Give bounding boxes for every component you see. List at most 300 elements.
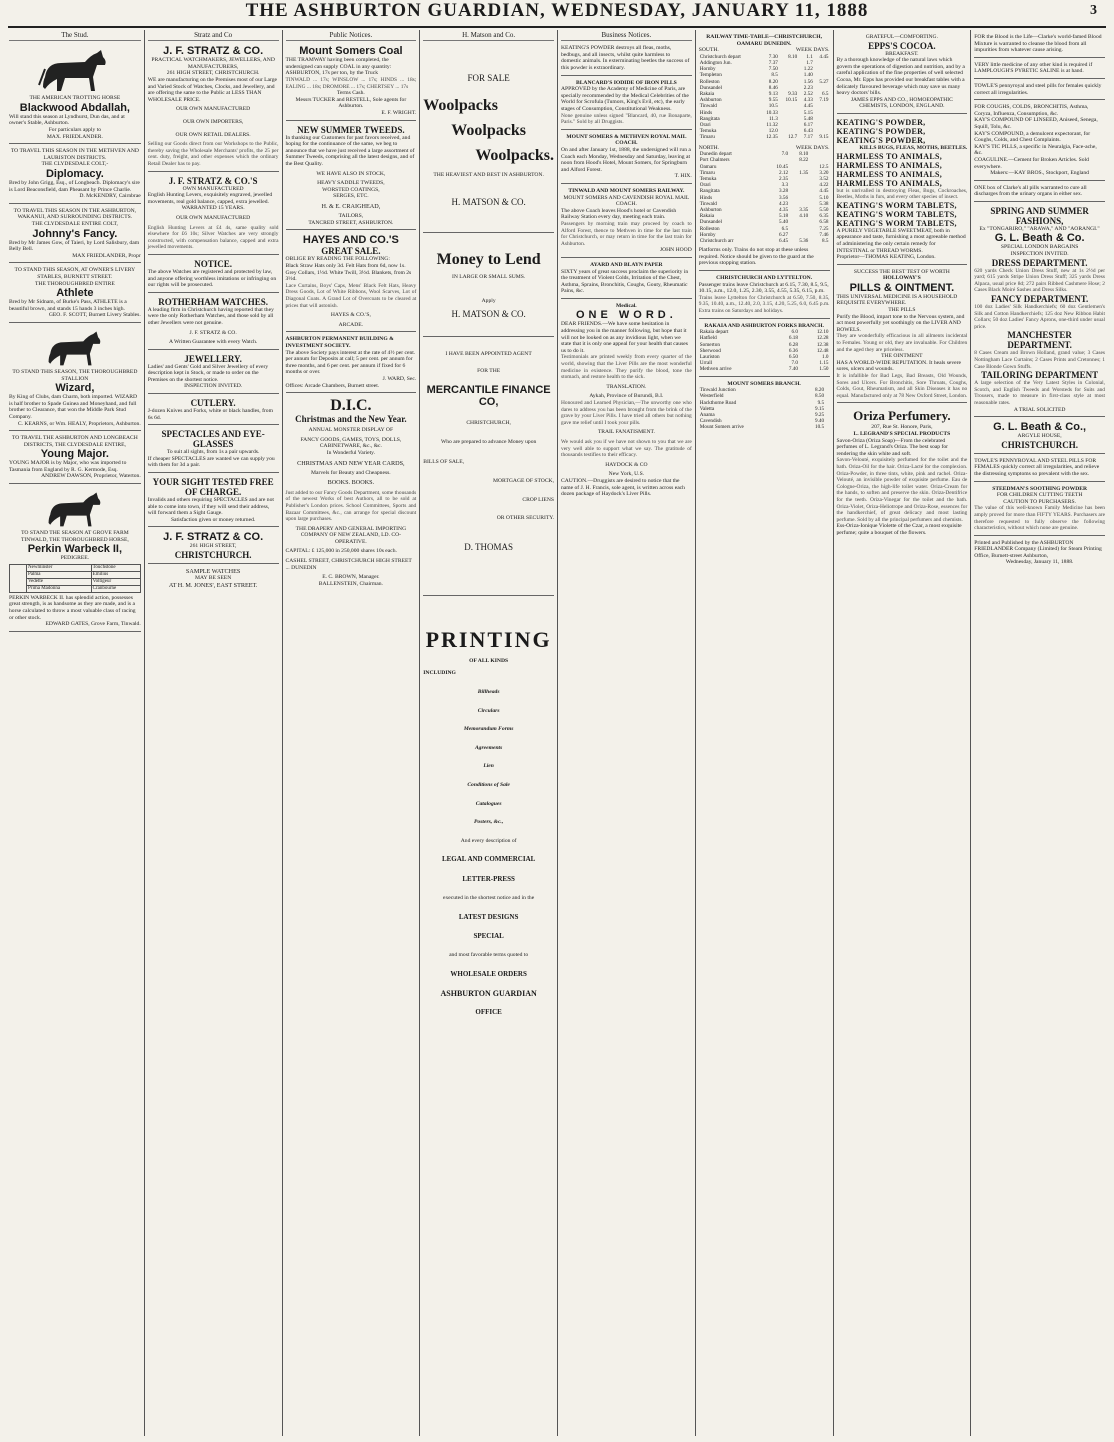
ad-title: Oriza Perfumery. bbox=[853, 408, 951, 424]
ad-body: Ladies' and Gents' Gold and Silver Jewellery of every description kept in Stock, or made to order on the Premises on the shortest notice. bbox=[147, 363, 269, 383]
ad-body: J-dozen Knives and Forks, white or black handles, from 6s 6d. bbox=[147, 408, 273, 421]
ad-body: HAS A WORLD-WIDE REPUTATION. It heals severe sores, ulcers and wounds. bbox=[836, 359, 962, 373]
ad-body: TOWLE'S PENNYROYAL AND STEEL PILLS FOR FEMALES quickly correct all irregularities, and relieve the distressing symptoms so prevalent with the sex. bbox=[974, 457, 1100, 477]
ad-line: OWN MANUFACTURED bbox=[182, 185, 244, 192]
ad-title: STEEDMAN'S SOOTHING POWDER bbox=[992, 485, 1088, 492]
filler-text: Honoured and Learned Physician,—The unworthy one who dares to address you has been brought from the brink of the grave by your Liver Pills. I have tried all others but nothing gave me relief until I took your pills. bbox=[561, 400, 692, 426]
ad-line: HARMLESS TO ANIMALS, bbox=[836, 160, 943, 170]
timetable-cell: 4.45 bbox=[819, 188, 829, 195]
timetable-row bbox=[699, 366, 830, 372]
timetable-cell: 6.5 bbox=[781, 225, 789, 232]
timetable-cell: 3.28 bbox=[778, 188, 789, 195]
ad-notice bbox=[148, 257, 279, 293]
ad-signature: JAMES EPPS AND CO., HOMOEOPATHIC CHEMISTS, LONDON, ENGLAND. bbox=[850, 96, 953, 110]
ad-line: Offices: Arcade Chambers, Burnett street. bbox=[285, 382, 380, 389]
columns bbox=[6, 30, 1108, 1436]
ad-line: WE HAVE ALSO IN STOCK, bbox=[316, 170, 386, 177]
ad-blayn-paper bbox=[561, 260, 692, 299]
ad-rotherham bbox=[148, 295, 279, 350]
timetable-cell: 6.18 bbox=[788, 335, 798, 342]
horse-name: Athlete bbox=[56, 287, 94, 300]
ad-body: THE TRAMWAY having been completed, the undersigned can supply COAL in any quantity: bbox=[285, 57, 392, 70]
ad-line: OUR OWN IMPORTERS, bbox=[182, 119, 244, 126]
timetable-cell: 5.15 bbox=[803, 109, 813, 116]
ad-body: DEAR FRIENDS.—We have some hesitation in addressing you in the manner following, but hope that it will not be looked on as any invidious light, when we state that it is only one appeal for your health that causes us to do it. bbox=[561, 321, 688, 354]
horse-icon bbox=[40, 490, 110, 528]
timetable-cell: Tinwald bbox=[699, 103, 717, 110]
ad-body: Ess-Oriza-Ionique Violette of the Czar, a most exquisite perfume; quite a bouquet of the flowers. bbox=[836, 523, 962, 536]
column-matson bbox=[419, 30, 557, 1436]
ad-line: FOR SALE bbox=[467, 73, 510, 84]
timetable-cell: 12.35 bbox=[766, 134, 778, 141]
timetable-cell: 12.10 bbox=[816, 329, 829, 336]
ad-line: BILLS OF SALE, bbox=[423, 459, 465, 466]
timetable-cell: 9.33 bbox=[788, 91, 798, 97]
column-heading: Public Notices. bbox=[286, 32, 417, 41]
timetable-cell: 6.27 bbox=[778, 231, 789, 238]
ad-line: INSPECTION INVITED. bbox=[184, 383, 243, 390]
ad-line: KEATING'S POWDER, bbox=[836, 126, 926, 136]
ad-body: On and after January 1st, 1888, the undersigned will run a Coach each Monday, Wednesday and Saturday, leaving at noon from Hood's Hotel, Mount Somers, for Springburn and Alford Forest. bbox=[561, 147, 691, 173]
timetable-cell: Christchurch arr bbox=[699, 238, 734, 245]
timetable-cell: 6.5 bbox=[822, 91, 829, 97]
imprint-date: Wednesday, January 11, 1888. bbox=[1005, 559, 1074, 566]
ad-sight-test bbox=[148, 475, 279, 527]
timetable-cell: Dunsandel bbox=[699, 84, 722, 91]
timetable-cell: 1.50 bbox=[819, 366, 829, 373]
masthead-rule bbox=[8, 26, 1106, 28]
ad-stratz-address bbox=[148, 529, 279, 564]
timetable-cell: 1.22 bbox=[803, 66, 813, 73]
ad-line: 261 HIGH STREET, CHRISTCHURCH. bbox=[166, 70, 260, 77]
ad-line: J. F. STRATZ & CO. bbox=[189, 329, 237, 336]
ad-signature: H. MATSON & CO. bbox=[451, 196, 526, 207]
ad-body: Savon-Oriza (Oriza Soap)—From the celebrated perfumes of L. Legrand's Oriza. The best soap for rendering the skin white and soft. bbox=[836, 437, 948, 457]
mount-somers-branch bbox=[699, 379, 830, 434]
timetable-cell: Anama bbox=[699, 412, 715, 419]
ad-signature: BALLENSTEIN, Chairman. bbox=[318, 580, 383, 587]
timetable-cell: 6.50 bbox=[788, 354, 798, 361]
timetable-cell: 11.32 bbox=[766, 122, 778, 129]
timetable-cell: Rolleston bbox=[699, 78, 720, 85]
ad-title: ASHBURTON PERMANENT BUILDING & INVESTMENT SOCIETY. bbox=[285, 336, 394, 349]
timetable-cell: 6.45 bbox=[778, 238, 789, 245]
ad-body: By King of Clubs, dam Charm, both imported. WIZARD is half brother to Spade Guinea and Moneyhand, and full brother to Clearance, that won the Middle Park Stud Company. bbox=[9, 394, 138, 420]
ad-line: LETTER-PRESS bbox=[462, 874, 515, 883]
ad-body: If cheaper SPECTACLES are wanted we can supply you with them for 3d a pair. bbox=[147, 455, 275, 469]
ad-line: THIS UNIVERSAL MEDICINE IS A HOUSEHOLD REQUISITE EVERYWHERE. bbox=[836, 293, 958, 307]
ad-blancard bbox=[561, 78, 692, 130]
ad-body: Bred by John Grigg, Esq., of Longbeach. Diplomacy's sire is Lord Beaconsfield, dam Pheasant by Prince Charlie. bbox=[9, 180, 140, 193]
filler-text: It is infallible for Bad Legs, Bad Breasts, Old Wounds, Sores and Ulcers. For Bronchitis, Sore Throats, Coughs, Colds, Gout, Rheumatism, and all Skin Diseases it has no equal. Manufactured only at 78 New Oxford Street, London. bbox=[836, 373, 968, 399]
column-stratz bbox=[144, 30, 282, 1436]
ad-line: FOR THE bbox=[477, 367, 501, 374]
filler-text: We would ask you if we have not shown to you that we are very well able to support what we say. The gratitude of thousands testifies to their efficacy. bbox=[561, 438, 692, 459]
timetable-rakaia bbox=[699, 329, 830, 372]
timetable-cell: 8.20 bbox=[768, 78, 778, 85]
ad-young-major bbox=[9, 433, 141, 484]
ad-line: ANNUAL MONSTER DISPLAY OF bbox=[308, 427, 394, 434]
ad-oriza bbox=[837, 405, 968, 539]
ad-blackwood-abdallah bbox=[9, 43, 141, 144]
filler-text: They are wonderfully efficacious in all ailments incidental to Females. Young or old, they are invaluable. For Children and the aged they are priceless. bbox=[836, 333, 968, 353]
ad-line: MORTGAGE OF STOCK, bbox=[493, 478, 554, 485]
horse-name: Diplomacy. bbox=[45, 168, 104, 181]
ad-body: A leading firm in Christchurch having reported that they were the only Rotherham Watches, and those sold by all other Jewellers were not genuine. bbox=[147, 306, 274, 326]
ad-beath-fashions bbox=[974, 204, 1105, 417]
timetable-cell: Hornby bbox=[699, 231, 716, 238]
ad-money-to-lend bbox=[423, 235, 554, 337]
department-title: MANCHESTER DEPARTMENT. bbox=[1007, 330, 1072, 351]
ad-line: KEATING'S POWDER, bbox=[836, 135, 926, 145]
timetable-cell: Tinwald bbox=[699, 200, 717, 207]
timetable-cell: 7.50 bbox=[768, 66, 778, 73]
section-title: CHRISTCHURCH AND LYTTELTON. bbox=[716, 275, 813, 282]
ad-line: Satisfaction given or money returned. bbox=[170, 516, 256, 523]
filler-text: TINWALD ... 17s; WINSLOW ... 17s; HINDS ... 18s; EALING ... 18s; DROMORE ... 17s; CHERTSEY ... 17s bbox=[285, 77, 417, 90]
filler-text: The value of this well-known Family Medicine has been amply proved for more than FIFTY YEARS. Purchasers are therefore requested to fully observe the following characteristics, without which none are genuine. bbox=[974, 505, 1105, 532]
timetable-cell: 3.56 bbox=[778, 194, 789, 201]
ad-line: TANCRED STREET, ASHBURTON. bbox=[308, 219, 394, 226]
ad-signature: EDWARD GATES, Grove Farm, Tinwald. bbox=[45, 621, 141, 628]
timetable-cell: Hatfield bbox=[699, 335, 717, 342]
ad-title: SPECTACLES AND EYE-GLASSES bbox=[161, 429, 265, 450]
ad-athlete bbox=[9, 265, 141, 323]
horse-icon bbox=[40, 329, 110, 367]
timetable-south bbox=[699, 54, 830, 141]
timetable-cell: Rakaia bbox=[699, 213, 715, 220]
ad-line: BREAKFAST. bbox=[885, 50, 919, 57]
timetable-cell: 2.23 bbox=[803, 84, 813, 91]
ad-line: INCLUDING bbox=[423, 670, 456, 677]
timetable-cell: Methven arrive bbox=[699, 366, 732, 373]
horse-icon bbox=[35, 47, 115, 93]
ad-hayes-sale bbox=[286, 232, 417, 332]
ad-line: HARMLESS TO ANIMALS, bbox=[836, 151, 943, 161]
ad-clarkes-pills bbox=[974, 183, 1105, 202]
ad-diplomacy bbox=[9, 146, 141, 204]
timetable-cell: 3.35 bbox=[799, 207, 809, 214]
timetable-cell: Hackthorne Road bbox=[699, 399, 737, 406]
column-remedies bbox=[833, 30, 971, 1436]
ad-line: Ex "TONGARIRO," "ARAWA," AND "AORANGI." bbox=[979, 225, 1100, 232]
timetable-cell: 6.0 bbox=[791, 329, 798, 336]
ad-body: WE are manufacturing on the Premises most of our Large and Varied Stock of Watches, Clocks, and Jewellery, and are offering the same to the Public at LESS THAN WHOLESALE PRICE. bbox=[147, 77, 278, 103]
ad-lamplough bbox=[974, 60, 1105, 79]
timetable-cell: 5.38 bbox=[819, 200, 829, 207]
rakaia-branch bbox=[699, 321, 830, 377]
timetable-cell: 5.27 bbox=[819, 78, 829, 85]
timetable-cell: Valetta bbox=[699, 405, 715, 412]
timetable-cell: Sherwood bbox=[699, 347, 721, 354]
ad-haydock bbox=[561, 301, 692, 501]
ad-body: English Hunting Levers, exquisitely engraved, jewelled movements, real gold balance, capped, extra jewelled. bbox=[147, 192, 273, 205]
ad-body: COAGULINE.—Cement for Broken Articles. Sold everywhere. bbox=[974, 156, 1089, 170]
ad-line: Messrs TUCKER and RESTELL, Sole agents for Ashburton. bbox=[295, 96, 407, 110]
timetable-cell: 10.5 bbox=[768, 103, 778, 110]
section-title: RAKAIA AND ASHBURTON FORKS BRANCH. bbox=[704, 322, 824, 329]
filler-text: None genuine unless signed "Blancard, 40, rue Bonaparte, Paris." Sold by all Druggists. bbox=[561, 112, 692, 126]
timetable-cell: 11.3 bbox=[768, 115, 778, 122]
timetable-cell: 1.1 bbox=[806, 53, 813, 60]
filler-text: Lace Curtains, Boys' Caps, Mens' Black Felt Hats, Heavy Dress Goods, Lot of White Ribbons, Wool Scarves, Lot of Diagonal Coats. A Grand Lot of Overcoats to be cleared at prices that will astonish. bbox=[285, 282, 417, 309]
timetable-cell: Lauriston bbox=[699, 354, 720, 361]
timetable-cell: 12.48 bbox=[816, 347, 829, 354]
ad-title: Woolpacks bbox=[451, 122, 526, 140]
ad-line: HARMLESS TO ANIMALS, bbox=[836, 169, 943, 179]
timetable-cell: 4.10 bbox=[799, 213, 809, 220]
timetable-cell: 6.28 bbox=[788, 341, 798, 348]
timetable-cell: 7.25 bbox=[819, 225, 829, 232]
ad-woolpacks bbox=[423, 43, 554, 233]
ad-body: YOUNG MAJOR is by Major, who was imported to Tasmania from England by R. G. Kermode, Esq. bbox=[9, 460, 127, 473]
print-item: Memorandum Forms bbox=[463, 726, 514, 733]
ad-line: HOLLOWAY'S bbox=[883, 275, 921, 282]
ad-signature: MAX. FRIEDLANDER. bbox=[46, 133, 103, 140]
ad-body: VERY little medicine of any other kind is required if LAMPLOUGH'S PYRETIC SALINE is at hand. bbox=[974, 61, 1093, 75]
timetable-cell: 8.5 bbox=[822, 238, 829, 245]
timetable-cell: 4.22 bbox=[819, 182, 829, 189]
ad-line: OUR OWN MANUFACTURED bbox=[176, 214, 251, 221]
timetable-cell: 8.46 bbox=[768, 84, 778, 91]
ad-line: LATEST DESIGNS bbox=[458, 912, 519, 921]
ad-line: Marvels for Beauty and Cheapness. bbox=[311, 469, 391, 476]
timetable-cell: 10.15 bbox=[785, 97, 798, 104]
ad-cutlery bbox=[148, 396, 279, 425]
timetable-cell: 7.0 bbox=[781, 151, 789, 158]
ad-summer-tweeds bbox=[286, 123, 417, 231]
ad-line: Aykah, Province of Burundi, B.I. bbox=[589, 393, 664, 400]
ad-signature: T. HIX. bbox=[674, 173, 692, 180]
timetable-cell: 5.36 bbox=[799, 238, 809, 245]
ad-line: KILLS BUGS, FLEAS, MOTHS, BEETLES. bbox=[859, 144, 968, 151]
ad-title: NOTICE. bbox=[194, 258, 232, 269]
ad-line: IN LARGE OR SMALL SUMS. bbox=[451, 273, 526, 280]
ad-line: HARMLESS TO ANIMALS, bbox=[836, 178, 943, 188]
horse-name: Wizard, bbox=[55, 382, 95, 395]
timetable-cell: 7.0 bbox=[791, 360, 798, 367]
horse-name: Perkin Warbeck II, bbox=[27, 543, 123, 556]
timetable-cell: 2.12 bbox=[778, 169, 789, 176]
timetable-cell: 6.35 bbox=[819, 213, 829, 220]
filler-text: A large selection of the Very Latest Styles in Colonial, Scotch, and English Tweeds and Worsteds for Suits and Trousers, made to measure in first-class style at most reasonable rates. bbox=[974, 380, 1105, 406]
ad-line: BOOKS. BOOKS. bbox=[327, 479, 375, 487]
ad-line: WHOLESALE ORDERS bbox=[450, 969, 527, 978]
timetable-row bbox=[699, 424, 830, 430]
ad-line: LEGAL AND COMMERCIAL bbox=[441, 855, 536, 864]
ad-line: 261 HIGH STREET, bbox=[189, 543, 237, 550]
ad-johnnys-fancy bbox=[9, 206, 141, 264]
filler-text: Selling our Goods direct from our Workshops to the Public, thereby saving the Wholesale Merchants' profits, the 25 per cent. duty, freight, and other expenses which the ordinary Retail Dealer has to pay. bbox=[147, 141, 279, 168]
ad-body: The above Watches are registered and protected by law, and anyone offering worthless imitations or infringing on our rights will be prosecuted. bbox=[147, 268, 277, 289]
ad-line: OR OTHER SECURITY. bbox=[496, 515, 554, 522]
ad-epps-cocoa bbox=[837, 32, 968, 114]
ad-body: FOR COUGHS, COLDS, BRONCHITIS, Asthma, Coryza, Influenza, Consumption, &c. bbox=[974, 104, 1089, 117]
ad-title: NEW SUMMER TWEEDS. bbox=[297, 124, 405, 135]
filler-text: 100 doz Ladies' Silk Handkerchiefs; 60 doz Gentlemen's Silk and Cotton Handkerchiefs; 125 doz New Ribbon Habit Collars; 50 doz Ladies' Fancy Aprons, one-third under usual price. bbox=[974, 304, 1105, 330]
ad-line: H. & E. CRAIGHEAD, bbox=[321, 202, 381, 210]
timetable-title: RAILWAY TIME-TABLE—CHRISTCHURCH, OAMARU DUNEDIN. bbox=[706, 34, 822, 47]
timetable-cell: 5.50 bbox=[819, 207, 829, 214]
ad-body: SIXTY years of great success proclaim the superiority in the treatment of Violent Colds, Irritation of the Chest, Asthma, Sprains, Bronchitis, Coughs, Gouty, Rheumatic Pains, &c. bbox=[561, 268, 689, 295]
ad-line: HEAVY SADDLE TWEEDS, bbox=[317, 180, 385, 187]
timetable-cell: 4.33 bbox=[803, 97, 813, 104]
ad-line: GRATEFUL—COMFORTING. bbox=[865, 34, 938, 40]
timetable-cell: 12.0 bbox=[768, 128, 778, 135]
ad-line: FOR CHILDREN CUTTING TEETH bbox=[996, 492, 1083, 499]
ad-line: Terms Cash. bbox=[336, 90, 365, 97]
timetable-cell: Rakaia bbox=[699, 91, 715, 97]
ad-title: D.I.C. bbox=[330, 397, 372, 415]
timetable-cell: Timaru bbox=[699, 134, 715, 141]
ad-kays bbox=[974, 102, 1105, 181]
repeat-stack bbox=[837, 152, 968, 188]
ad-line: MAY BE SEEN bbox=[194, 575, 232, 582]
ad-building-society bbox=[286, 334, 417, 393]
ad-mount-somers-coal bbox=[286, 43, 417, 120]
column-heading: Stratz and Co bbox=[148, 32, 279, 41]
timetable-cell: 9.55 bbox=[768, 97, 778, 104]
ad-body: KAY'S COMPOUND, a demulcent expectorant, for Coughs, Colds, and Chest Complaints. bbox=[974, 130, 1091, 144]
repeat-stack bbox=[837, 201, 968, 228]
ad-line: For particulars apply to bbox=[48, 127, 102, 134]
timetable-cell: 12.5 bbox=[819, 163, 829, 170]
ad-body: CAUTION.—Druggists are desired to notice that the name of J. H. Francis, sole agent, is written across each dozen package of Haydock's Liver Pills. bbox=[561, 477, 685, 498]
ad-line: KEATING'S WORM TABLETS, bbox=[836, 209, 957, 219]
ad-line: SUCCESS THE BEST TEST OF WORTH bbox=[853, 268, 950, 275]
ad-body: FOR the Blood is the Life—Clarke's world-famed Blood Mixture is warranted to cleanse the blood from all impurities from whatever cause arising. bbox=[974, 34, 1102, 54]
ad-body: The above Coach leaves Hood's hotel or Cavendish Railway Station every day, meeting each train. bbox=[561, 207, 677, 221]
ad-line: CASHEL STREET, CHRISTCHURCH HIGH STREET ... DUNEDIN bbox=[285, 558, 412, 571]
ad-title: PILLS & OINTMENT. bbox=[849, 281, 955, 294]
ad-royal-mail-coach bbox=[561, 132, 692, 184]
ad-line: TO STAND THIS SEASON, THE THOROUGHBRED STALLION bbox=[12, 368, 138, 382]
timetable-cell: Dunedin depart bbox=[699, 151, 732, 158]
timetable-cell: 8.50 bbox=[814, 393, 825, 400]
timetable-cell: 1.0 bbox=[822, 354, 829, 361]
timetable-cell: Temuka bbox=[699, 128, 717, 135]
ad-body: Invalids and others requiring SPECTACLES and are not able to come into town, if they will send their address, will forward them a Sight Gauge. bbox=[147, 497, 274, 517]
ad-title: J. F. STRATZ & CO. bbox=[163, 45, 264, 58]
timetable-cell: 1.40 bbox=[803, 72, 813, 79]
ad-signature: MAX FRIEDLANDER, Propr bbox=[72, 252, 141, 259]
timetable-cell: Tinwald Junction bbox=[699, 387, 736, 394]
ad-signature: C. KEARNS, or Wm. HEALY, Proprietors, Ashburton. bbox=[17, 420, 141, 427]
ad-title: TINWALD AND MOUNT SOMERS RAILWAY. bbox=[568, 187, 685, 194]
ad-signature: D. THOMAS bbox=[464, 541, 514, 552]
timetable-cell: Hinds bbox=[699, 194, 713, 201]
timetable-cell: 9.15 bbox=[819, 134, 829, 141]
timetable-cell: 8.22 bbox=[799, 157, 809, 164]
timetable-cell: Rangitata bbox=[699, 115, 720, 122]
ad-body: PERKIN WARBECK II. has splendid action, possesses great strength, is as handsome as they are made, and is a horse calculated to throw a most valuable class of racing or other stock. bbox=[9, 594, 136, 621]
ad-towles bbox=[974, 81, 1105, 100]
department-title: FANCY DEPARTMENT. bbox=[990, 294, 1089, 305]
filler-text: but is unrivalled in destroying Fleas, Bugs, Cockroaches, Beetles, Moths in furs, and every other species of insect. bbox=[836, 187, 968, 201]
timetable-cell: Ashburton bbox=[699, 207, 722, 214]
imprint-text: Printed and Published by the ASHBURTON FRIEDLANDER Company (Limited) for Steam Printing Office, Burnett-street Ashburton, bbox=[974, 539, 1102, 559]
timetable-cell: Templeton bbox=[699, 72, 722, 79]
column-beath bbox=[970, 30, 1108, 1436]
ad-wizard bbox=[9, 325, 141, 431]
filler-text: 8 Cases Cream and Brown Holland, grand value; 3 Cases Nottingham Lace Curtains; 2 Cases Prints and Cretonnes; 1 Case Blonde Gown Stuffs. bbox=[974, 350, 1105, 370]
ad-signature: D. McKENDRY, Cairnbrae bbox=[79, 193, 141, 200]
ad-line: THE CLYDESDALE COLT,- bbox=[41, 161, 109, 168]
ad-title: MERCANTILE FINANCE CO, bbox=[426, 384, 551, 409]
ad-steedman bbox=[974, 484, 1105, 536]
timetable-cell bbox=[825, 424, 829, 430]
ad-title: Woolpacks bbox=[423, 97, 498, 115]
timetable-cell: Rakaia depart bbox=[699, 329, 729, 336]
column-stud bbox=[6, 30, 144, 1436]
masthead bbox=[0, 0, 1114, 22]
ad-line: AT H. M. JONES', EAST STREET. bbox=[168, 581, 258, 589]
timetable-cell: 6.43 bbox=[803, 128, 813, 135]
ad-line: OBLIGE BY READING THE FOLLOWING: bbox=[285, 256, 390, 263]
ad-title: Money to Lend bbox=[436, 250, 541, 268]
column-railway bbox=[695, 30, 833, 1436]
ad-body: Purify the Blood, impart tone to the Nervous system, and act most powerfully yet soothingly on the LIVER AND BOWELS. bbox=[836, 313, 965, 333]
filler-text: Passengers by morning train may proceed by coach to Alford Forest, thence to Methven in time for the last train for Christchurch, or may return in time for the last train for Ashburton. bbox=[561, 220, 692, 247]
ad-line: TO TRAVEL THE ASHBURTON AND LONGBEACH DISTRICTS, THE CLYDESDALE ENTIRE, bbox=[11, 435, 138, 448]
column-heading: Business Notices. bbox=[561, 32, 692, 41]
timetable-cell: 10.45 bbox=[776, 163, 789, 170]
ad-tinwald-railway bbox=[561, 186, 692, 258]
page-number: 3 bbox=[1090, 3, 1098, 18]
ad-line: SPECIAL LONDON BARGAINS bbox=[1000, 244, 1079, 251]
print-item: Circulars bbox=[477, 707, 500, 714]
timetable-row bbox=[699, 134, 830, 140]
timetable-cell: 1.15 bbox=[819, 360, 829, 367]
ad-jewellery bbox=[148, 352, 279, 394]
ad-body: ONE box of Clarke's all pills warranted to cure all discharges from the urinary organs in either sex. bbox=[974, 184, 1087, 198]
ad-line: THE THOROUGHBRED ENTIRE bbox=[34, 280, 115, 287]
timetable-cell: 10.33 bbox=[766, 109, 778, 116]
timetable-cell: 9.15 bbox=[814, 405, 825, 412]
timetable-cell: Rangitata bbox=[699, 188, 720, 195]
timetable-cell: 7.37 bbox=[768, 59, 778, 66]
timetable-cell: 9.5 bbox=[817, 399, 825, 406]
ad-title: CUTLERY. bbox=[190, 398, 236, 409]
ad-line: FANCY GOODS, GAMES, TOYS, DOLLS, CABINETWARE, &c., &c. bbox=[300, 436, 402, 450]
ad-line: ARCADE. bbox=[338, 321, 364, 328]
timetable-cell: Mount Somers arrive bbox=[699, 424, 744, 431]
ad-line: I HAVE BEEN APPOINTED AGENT bbox=[445, 351, 532, 358]
ad-signature: GEO. F. SCOTT, Burnett Livery Stables. bbox=[48, 312, 141, 319]
timetable-cell: 3.3 bbox=[781, 182, 789, 189]
timetable-cell: 12.7 bbox=[788, 134, 798, 141]
ad-title: EPPS'S COCOA. bbox=[868, 40, 936, 51]
ad-body: Bred by Mr James Gow, of Taieri, by Lord Salisbury, dam Belly Bell. bbox=[9, 239, 140, 253]
print-item: Posters, &c., bbox=[474, 819, 504, 826]
ad-body: Will stand this season at Lyndhurst, Dun das, and at owner's Stable, Ashburton. bbox=[9, 113, 125, 127]
ad-line: THE AMERICAN TROTTING HORSE bbox=[29, 95, 121, 102]
ad-holloways bbox=[837, 267, 968, 404]
timetable-cell: 2.52 bbox=[803, 91, 813, 97]
timetable-cell: 6.17 bbox=[803, 122, 813, 129]
print-item: Lien bbox=[483, 763, 494, 770]
timetable-cell: 8.5 bbox=[771, 72, 778, 79]
horse-name: Johnny's Fancy. bbox=[32, 227, 118, 240]
ad-line: INSPECTION INVITED. bbox=[1010, 251, 1069, 258]
ad-line: SPECIAL bbox=[473, 931, 504, 940]
timetable-row bbox=[699, 238, 830, 244]
repeat-stack bbox=[837, 118, 968, 145]
timetable-cell: Christchurch depart bbox=[699, 53, 741, 60]
ad-title: SAMPLE WATCHES bbox=[185, 568, 241, 576]
timetable-cell: 4.35 bbox=[778, 207, 789, 214]
days-label: WEEK DAYS. bbox=[795, 144, 830, 151]
